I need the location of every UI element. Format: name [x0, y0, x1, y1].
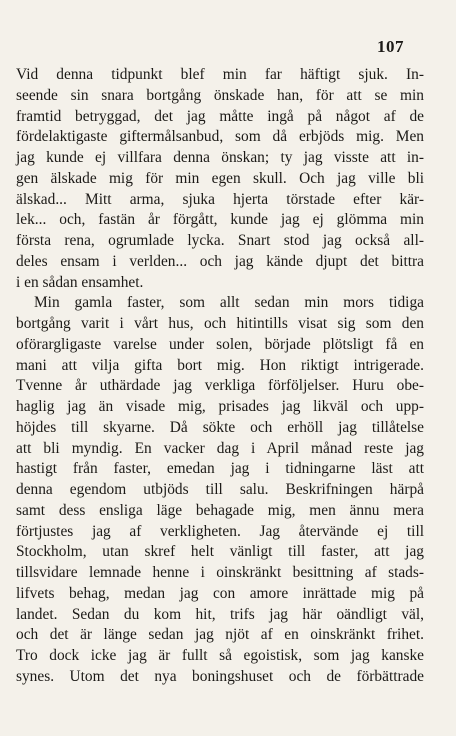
text-line: oförargligaste varelse under solen, började plötsligt få en: [16, 335, 424, 353]
text-line: i en sådan ensamhet.: [16, 273, 144, 291]
text-line: lifvets behag, medan jag con amore inrättade mig på: [16, 584, 424, 602]
text-line: framtid betryggad, det jag måtte ingå på något af de: [16, 107, 424, 125]
text-line: haglig jag än visade mig, prisades jag likväl och upp-: [16, 398, 424, 415]
text-line: Vid denna tidpunkt blef min far häftigt sjuk. In-: [16, 66, 424, 83]
text-line: samt dess ensliga läge behagade mig, men ännu mera: [16, 501, 424, 519]
text-line: Tvenne år uthärdade jag verkliga förföljelser. Huru obe-: [16, 377, 424, 395]
text-line: denna egendom utbjöds till salu. Beskrifningen härpå: [16, 481, 424, 498]
text-line: gen älskade mig för min egen skull. Och jag ville bli: [16, 169, 424, 187]
text-line: mani att vilja gifta bort mig. Hon riktigt intrigerade.: [16, 356, 424, 374]
text-line: älskad... Mitt arma, sjuka hjerta törstade efter kär-: [16, 190, 424, 208]
text-line: tillsvidare lemnade henne i oinskränkt besittning af stads-: [16, 564, 424, 581]
body-text: [16, 65, 424, 688]
text-line: deles ensam i verlden... och jag kände djupt det bittra: [16, 252, 424, 270]
text-line: höjdes till skyarne. Då sökte och erhöll jag tillåtelse: [16, 418, 424, 436]
text-line: Stockholm, utan skref helt vänligt till faster, att jag: [16, 543, 424, 561]
text-line: hastigt från faster, emedan jag i tidningarne läst att: [16, 460, 424, 478]
text-line: seende sin snara bortgång önskade han, för att se min: [16, 86, 424, 104]
text-line: landet. Sedan du kom hit, trifs jag här oändligt väl,: [16, 605, 424, 623]
text-line: fördelaktigaste giftermålsanbud, som då erbjöds mig. Men: [16, 128, 424, 146]
text-line: synes. Utom det nya boningshuset och de förbättrade: [16, 667, 424, 685]
text-line: förtjustes jag af verkligheten. Jag återvände ej till: [16, 522, 424, 540]
text-line: lek... och, fastän år förgått, kunde jag ej glömma min: [16, 211, 424, 229]
text-line: bortgång varit i vårt hus, och hitintills visat sig som den: [16, 315, 424, 332]
text-line: Tro dock icke jag är fullt så egoistisk, som jag kanske: [16, 647, 424, 664]
page-number: 107: [377, 37, 404, 56]
text-line: att bli myndig. En vacker dag i April månad reste jag: [16, 439, 424, 457]
text-line: och det är länge sedan jag njöt af en oinskränkt frihet.: [16, 626, 424, 644]
text-line: första rena, ogrumlade lycka. Snart stod jag också all-: [16, 232, 424, 249]
text-line: jag kunde ej villfara denna önskan; ty jag visste att in-: [16, 149, 424, 166]
text-line: Min gamla faster, som allt sedan min mors tidiga: [34, 294, 424, 312]
